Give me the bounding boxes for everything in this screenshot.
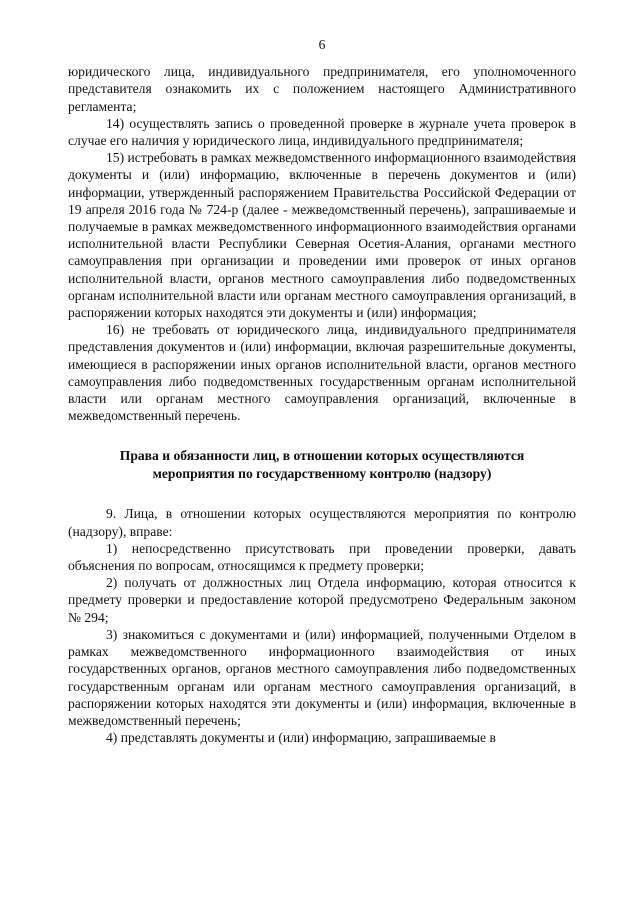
bottom-section: [68, 505, 576, 746]
paragraph-right-3: 3) знакомиться с документами и (или) информацией, полученными Отделом в рамках межведомственного информационного взаимодействия от иных государственных органов, органов местного самоуправления либо подведомственных государственным органам или органам местного самоуправления организаций, в распоряжении которых находятся эти документы и (или) информация, включенные в межведомственный перечень;: [68, 626, 576, 728]
section-heading-line-2: мероприятия по государственному контролю (надзору): [152, 466, 492, 482]
paragraph-top-0: юридического лица, индивидуального предпринимателя, его уполномоченного представителя ознакомить их с положением настоящего Административного регламента;: [68, 64, 576, 114]
paragraph-9: 9. Лица, в отношении которых осуществляются мероприятия по контролю (надзору), вправе:: [68, 506, 576, 539]
paragraph-item-14: 14) осуществлять запись о проведенной проверке в журнале учета проверок в случае его наличия у юридического лица, индивидуального предпринимателя;: [68, 115, 576, 149]
section-heading-line-1: Права и обязанности лиц, в отношении которых осуществляются: [119, 448, 525, 464]
top-section: [68, 63, 576, 424]
paragraph-right-2: 2) получать от должностных лиц Отдела информацию, которая относится к предмету проверки и предоставление которой предусмотрено Федеральным законом № 294;: [68, 575, 576, 625]
paragraph-item-15: 15) истребовать в рамках межведомственного информационного взаимодействия документы и (или) информацию, включенные в перечень документов и (или) информации, утвержденный распоряжением Правительства Российской Федерации от 19 апреля 2016 года № 724-р (далее - межведомственный перечень), запрашиваемые и получаемые в рамках межведомственного информационного взаимодействия органами исполнительной власти Республики Северная Осетия-Алания, органами местного самоуправления при организации и проведении ими проверок от иных органов исполнительной власти, органов местного самоуправления либо подведомственных органам исполнительной власти или органам местного самоуправления организаций, в распоряжении которых находятся эти документы и (или) информация;: [68, 150, 576, 321]
page-number: 6: [318, 37, 326, 52]
paragraph-right-1: 1) непосредственно присутствовать при проведении проверки, давать объяснения по вопросам, относящимся к предмету проверки;: [68, 540, 576, 574]
paragraph-right-4: 4) представлять документы и (или) информацию, запрашиваемые в: [106, 730, 496, 746]
section-heading: [68, 447, 576, 483]
paragraph-item-16: 16) не требовать от юридического лица, индивидуального предпринимателя представления документов и (или) информации, включая разрешительные документы, имеющиеся в распоряжении иных органов исполнительной власти, органов местного самоуправления либо подведомственных государственным органам исполнительной власти или органам местного самоуправления организаций, включенные в межведомственный перечень.: [68, 322, 576, 424]
